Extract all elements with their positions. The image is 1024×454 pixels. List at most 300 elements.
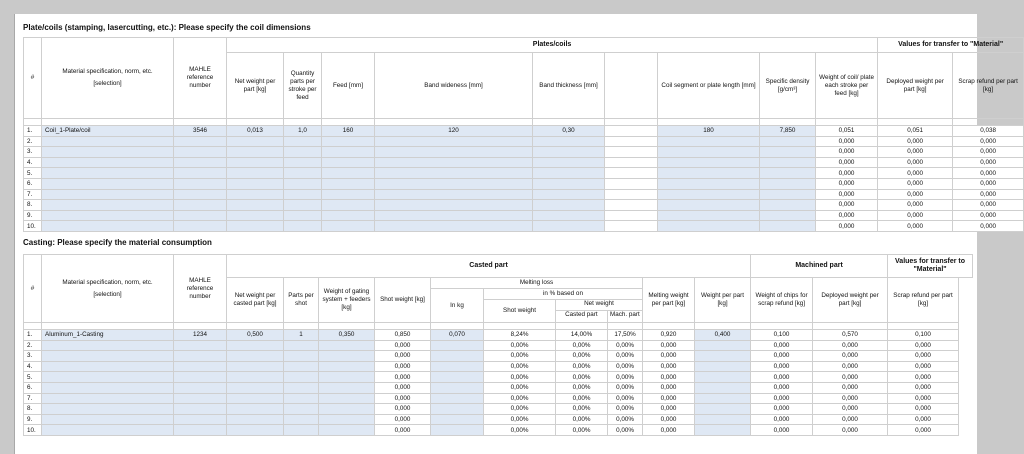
machined-weight-cell[interactable] (695, 361, 751, 372)
pct-mach-cell: 0,00% (608, 393, 643, 404)
qty-parts-cell[interactable]: 1,0 (284, 126, 322, 137)
gating-cell[interactable] (319, 393, 375, 404)
band-wideness-cell[interactable] (375, 178, 533, 189)
qty-parts-cell[interactable] (284, 168, 322, 179)
weight-coil-cell: 0,000 (816, 157, 878, 168)
row-number: 2. (24, 136, 42, 147)
machined-weight-cell[interactable] (695, 404, 751, 415)
scrap-cell: 0,000 (953, 168, 1024, 179)
mahle-ref-cell[interactable] (174, 200, 227, 211)
plates-col-qty-parts: Quantity parts per stroke per feed (284, 53, 322, 119)
pct-shot-cell: 0,00% (484, 351, 556, 362)
material-cell[interactable] (42, 221, 174, 232)
plates-col-index: # (24, 38, 42, 119)
chips-cell: 0,000 (751, 393, 813, 404)
density-cell[interactable] (760, 136, 816, 147)
net-weight-cell[interactable] (227, 351, 284, 362)
shot-weight-cell: 0,000 (375, 404, 431, 415)
material-cell[interactable] (42, 157, 174, 168)
qty-parts-cell[interactable] (284, 136, 322, 147)
feed-cell[interactable] (322, 189, 375, 200)
weight-coil-cell: 0,000 (816, 147, 878, 158)
material-cell[interactable] (42, 200, 174, 211)
row-number: 8. (24, 404, 42, 415)
melting-weight-cell: 0,000 (643, 382, 695, 393)
table-row (24, 126, 1024, 137)
density-cell[interactable] (760, 200, 816, 211)
band-thickness-cell[interactable] (533, 147, 605, 158)
casting-col-index: # (24, 255, 42, 323)
scrap-cell: 0,000 (888, 414, 959, 425)
row-number: 1. (24, 126, 42, 137)
mahle-ref-cell[interactable]: 3546 (174, 126, 227, 137)
mahle-ref-cell[interactable]: 1234 (174, 330, 227, 341)
table-row (24, 425, 973, 436)
casting-group-machined: Machined part (751, 255, 888, 278)
band-thickness-cell[interactable] (533, 210, 605, 221)
plates-col-blank (605, 53, 658, 119)
gating-cell[interactable] (319, 372, 375, 383)
melting-kg-cell[interactable] (431, 340, 484, 351)
deployed-cell: 0,000 (813, 393, 888, 404)
qty-parts-cell[interactable] (284, 221, 322, 232)
material-cell[interactable] (42, 393, 174, 404)
blank-cell (605, 200, 658, 211)
casting-col-material (42, 255, 174, 323)
band-thickness-cell[interactable] (533, 221, 605, 232)
material-cell[interactable] (42, 351, 174, 362)
chips-cell: 0,000 (751, 382, 813, 393)
gating-cell[interactable]: 0,350 (319, 330, 375, 341)
plates-table-body (24, 126, 1024, 232)
chips-cell: 0,100 (751, 330, 813, 341)
net-weight-cell[interactable] (227, 425, 284, 436)
deployed-cell: 0,051 (878, 126, 953, 137)
net-weight-cell[interactable]: 0,013 (227, 126, 284, 137)
scrap-cell: 0,000 (953, 210, 1024, 221)
parts-per-shot-cell[interactable] (284, 361, 319, 372)
mahle-ref-cell[interactable] (174, 382, 227, 393)
material-cell[interactable] (42, 340, 174, 351)
pct-casted-cell: 0,00% (556, 382, 608, 393)
table-row (24, 210, 1024, 221)
mahle-ref-cell[interactable] (174, 351, 227, 362)
material-cell[interactable] (42, 189, 174, 200)
band-wideness-cell[interactable] (375, 147, 533, 158)
material-cell[interactable] (42, 147, 174, 158)
plates-col-band-thickness: Band thickness [mm] (533, 53, 605, 119)
parts-per-shot-cell[interactable] (284, 404, 319, 415)
coil-segment-cell[interactable] (658, 136, 760, 147)
band-thickness-cell[interactable] (533, 168, 605, 179)
net-weight-cell[interactable] (227, 361, 284, 372)
pct-casted-cell: 0,00% (556, 393, 608, 404)
mahle-ref-cell[interactable] (174, 425, 227, 436)
density-cell[interactable] (760, 221, 816, 232)
material-cell[interactable] (42, 414, 174, 425)
mahle-ref-cell[interactable] (174, 210, 227, 221)
band-wideness-cell[interactable] (375, 157, 533, 168)
casting-col-parts-per-shot: Parts per shot (284, 278, 319, 323)
plates-transfer-header: Values for transfer to "Material" (878, 38, 1024, 53)
row-number: 2. (24, 340, 42, 351)
plates-group-header: Plates/coils (227, 38, 878, 53)
coil-segment-cell[interactable]: 180 (658, 126, 760, 137)
net-weight-cell[interactable]: 0,500 (227, 330, 284, 341)
melting-weight-cell: 0,000 (643, 425, 695, 436)
blank-cell (605, 136, 658, 147)
scrap-cell: 0,000 (953, 189, 1024, 200)
mahle-ref-cell[interactable] (174, 189, 227, 200)
coil-segment-cell[interactable] (658, 157, 760, 168)
row-number: 7. (24, 393, 42, 404)
casting-col-material-selection: [selection] (93, 290, 122, 298)
qty-parts-cell[interactable] (284, 147, 322, 158)
band-thickness-cell[interactable] (533, 157, 605, 168)
density-cell[interactable] (760, 189, 816, 200)
shot-weight-cell: 0,000 (375, 351, 431, 362)
melting-weight-cell: 0,000 (643, 340, 695, 351)
gating-cell[interactable] (319, 414, 375, 425)
melting-weight-cell: 0,000 (643, 351, 695, 362)
shot-weight-cell: 0,000 (375, 382, 431, 393)
feed-cell[interactable] (322, 157, 375, 168)
melting-kg-cell[interactable] (431, 361, 484, 372)
density-cell[interactable] (760, 178, 816, 189)
plates-col-band-wideness: Band wideness [mm] (375, 53, 533, 119)
mahle-ref-cell[interactable] (174, 361, 227, 372)
melting-weight-cell: 0,000 (643, 404, 695, 415)
pct-shot-cell: 0,00% (484, 404, 556, 415)
band-thickness-cell[interactable] (533, 136, 605, 147)
weight-coil-cell: 0,000 (816, 136, 878, 147)
deployed-cell: 0,000 (813, 372, 888, 383)
density-cell[interactable] (760, 210, 816, 221)
plates-col-material-label: Material specification, norm, etc. (62, 68, 153, 75)
table-row (24, 414, 973, 425)
material-cell[interactable] (42, 382, 174, 393)
mahle-ref-cell[interactable] (174, 414, 227, 425)
material-cell[interactable]: Coil_1-Plate/coil (42, 126, 174, 137)
feed-cell[interactable] (322, 168, 375, 179)
casting-col-chips: Weight of chips for scrap refund [kg] (751, 278, 813, 323)
melting-weight-cell: 0,000 (643, 393, 695, 404)
band-wideness-cell[interactable] (375, 136, 533, 147)
feed-cell[interactable] (322, 178, 375, 189)
deployed-cell: 0,000 (813, 382, 888, 393)
band-wideness-cell[interactable] (375, 221, 533, 232)
row-number: 9. (24, 414, 42, 425)
scrap-cell: 0,000 (888, 393, 959, 404)
plates-col-mahle-ref: MAHLE reference number (174, 38, 227, 119)
feed-cell[interactable] (322, 136, 375, 147)
deployed-cell: 0,000 (813, 404, 888, 415)
pct-mach-cell: 0,00% (608, 382, 643, 393)
casting-group-casted: Casted part (227, 255, 751, 278)
net-weight-cell[interactable] (227, 372, 284, 383)
band-wideness-cell[interactable] (375, 189, 533, 200)
chips-cell: 0,000 (751, 361, 813, 372)
band-thickness-cell[interactable] (533, 200, 605, 211)
shot-weight-cell: 0,000 (375, 340, 431, 351)
melting-kg-cell[interactable] (431, 382, 484, 393)
qty-parts-cell[interactable] (284, 200, 322, 211)
density-cell[interactable] (760, 168, 816, 179)
pct-casted-cell: 14,00% (556, 330, 608, 341)
melting-kg-cell[interactable] (431, 393, 484, 404)
shot-weight-cell: 0,000 (375, 425, 431, 436)
net-weight-cell[interactable] (227, 157, 284, 168)
scrap-cell: 0,000 (953, 178, 1024, 189)
feed-cell[interactable] (322, 147, 375, 158)
melting-kg-cell[interactable]: 0,070 (431, 330, 484, 341)
machined-weight-cell[interactable] (695, 372, 751, 383)
plates-col-scrap: Scrap refund per part [kg] (953, 53, 1024, 119)
melting-weight-cell: 0,000 (643, 414, 695, 425)
net-weight-cell[interactable] (227, 404, 284, 415)
coil-segment-cell[interactable] (658, 168, 760, 179)
casting-table (23, 254, 973, 436)
casting-col-weight: Weight per part [kg] (695, 278, 751, 323)
coil-segment-cell[interactable] (658, 189, 760, 200)
mahle-ref-cell[interactable] (174, 147, 227, 158)
band-wideness-cell[interactable] (375, 210, 533, 221)
band-wideness-cell[interactable] (375, 200, 533, 211)
plates-table (23, 37, 1024, 232)
material-cell[interactable] (42, 425, 174, 436)
melting-kg-cell[interactable] (431, 404, 484, 415)
coil-segment-cell[interactable] (658, 147, 760, 158)
qty-parts-cell[interactable] (284, 210, 322, 221)
machined-weight-cell[interactable] (695, 351, 751, 362)
gating-cell[interactable] (319, 361, 375, 372)
material-cell[interactable] (42, 361, 174, 372)
machined-weight-cell[interactable]: 0,400 (695, 330, 751, 341)
mahle-ref-cell[interactable] (174, 404, 227, 415)
melting-kg-cell[interactable] (431, 372, 484, 383)
net-weight-cell[interactable] (227, 340, 284, 351)
mahle-ref-cell[interactable] (174, 221, 227, 232)
scrap-cell: 0,000 (888, 425, 959, 436)
melting-weight-cell: 0,000 (643, 372, 695, 383)
scrap-cell: 0,000 (953, 200, 1024, 211)
density-cell[interactable] (760, 147, 816, 158)
table-row (24, 178, 1024, 189)
casting-col-material-label: Material specification, norm, etc. (62, 278, 153, 286)
blank-cell (605, 157, 658, 168)
gating-cell[interactable] (319, 425, 375, 436)
net-weight-cell[interactable] (227, 382, 284, 393)
row-number: 3. (24, 147, 42, 158)
machined-weight-cell[interactable] (695, 425, 751, 436)
coil-segment-cell[interactable] (658, 200, 760, 211)
shot-weight-cell: 0,000 (375, 361, 431, 372)
pct-casted-cell: 0,00% (556, 414, 608, 425)
table-row (24, 361, 973, 372)
pct-shot-cell: 0,00% (484, 340, 556, 351)
qty-parts-cell[interactable] (284, 189, 322, 200)
plates-section-title: Plate/coils (stamping, lasercutting, etc.): Please specify the coil dimensions (23, 23, 311, 32)
chips-cell: 0,000 (751, 372, 813, 383)
band-thickness-cell[interactable]: 0,30 (533, 126, 605, 137)
deployed-cell: 0,000 (878, 157, 953, 168)
qty-parts-cell[interactable] (284, 178, 322, 189)
plates-col-net-weight: Net weight per part [kg] (227, 53, 284, 119)
table-row (24, 189, 1024, 200)
melting-kg-cell[interactable] (431, 425, 484, 436)
melting-kg-cell[interactable] (431, 414, 484, 425)
coil-segment-cell[interactable] (658, 178, 760, 189)
blank-cell (605, 147, 658, 158)
mahle-ref-cell[interactable] (174, 372, 227, 383)
casting-col-pct-mach: Mach. part (610, 311, 640, 318)
spreadsheet-sheet (14, 14, 1018, 454)
pct-mach-cell: 0,00% (608, 372, 643, 383)
material-cell[interactable] (42, 210, 174, 221)
net-weight-cell[interactable] (227, 200, 284, 211)
chips-cell: 0,000 (751, 425, 813, 436)
mahle-ref-cell[interactable] (174, 178, 227, 189)
chips-cell: 0,000 (751, 340, 813, 351)
band-thickness-cell[interactable] (533, 189, 605, 200)
shot-weight-cell: 0,000 (375, 393, 431, 404)
casting-transfer-header: Values for transfer to "Material" (888, 255, 973, 278)
band-thickness-cell[interactable] (533, 178, 605, 189)
feed-cell[interactable] (322, 210, 375, 221)
weight-coil-cell: 0,000 (816, 189, 878, 200)
parts-per-shot-cell[interactable] (284, 382, 319, 393)
blank-cell (605, 221, 658, 232)
feed-cell[interactable] (322, 221, 375, 232)
parts-per-shot-cell[interactable]: 1 (284, 330, 319, 341)
machined-weight-cell[interactable] (695, 382, 751, 393)
gating-cell[interactable] (319, 340, 375, 351)
casting-col-pct-shot: Shot weight (484, 300, 556, 323)
weight-coil-cell: 0,000 (816, 200, 878, 211)
weight-coil-cell: 0,000 (816, 178, 878, 189)
material-cell[interactable] (42, 168, 174, 179)
pct-shot-cell: 0,00% (484, 382, 556, 393)
chips-cell: 0,000 (751, 351, 813, 362)
machined-weight-cell[interactable] (695, 414, 751, 425)
material-cell[interactable] (42, 372, 174, 383)
pct-shot-cell: 8,24% (484, 330, 556, 341)
pct-shot-cell: 0,00% (484, 393, 556, 404)
feed-cell[interactable]: 160 (322, 126, 375, 137)
row-number: 10. (24, 425, 42, 436)
net-weight-cell[interactable] (227, 221, 284, 232)
gating-cell[interactable] (319, 382, 375, 393)
casting-table-body (24, 330, 973, 436)
weight-coil-cell: 0,051 (816, 126, 878, 137)
pct-mach-cell: 0,00% (608, 340, 643, 351)
weight-coil-cell: 0,000 (816, 210, 878, 221)
plates-col-density: Specific density [g/cm³] (760, 53, 816, 119)
deployed-cell: 0,570 (813, 330, 888, 341)
parts-per-shot-cell[interactable] (284, 393, 319, 404)
melting-kg-cell[interactable] (431, 351, 484, 362)
coil-segment-cell[interactable] (658, 221, 760, 232)
casting-col-net-weight: Net weight per casted part [kg] (227, 278, 284, 323)
row-number: 3. (24, 351, 42, 362)
density-cell[interactable]: 7,850 (760, 126, 816, 137)
feed-cell[interactable] (322, 200, 375, 211)
row-number: 10. (24, 221, 42, 232)
casting-col-melting-loss: Melting loss (431, 278, 643, 289)
machined-weight-cell[interactable] (695, 340, 751, 351)
table-row (24, 382, 973, 393)
table-row (24, 221, 1024, 232)
parts-per-shot-cell[interactable] (284, 351, 319, 362)
net-weight-cell[interactable] (227, 168, 284, 179)
mahle-ref-cell[interactable] (174, 168, 227, 179)
pct-mach-cell: 0,00% (608, 361, 643, 372)
material-cell[interactable] (42, 136, 174, 147)
net-weight-cell[interactable] (227, 136, 284, 147)
deployed-cell: 0,000 (878, 210, 953, 221)
mahle-ref-cell[interactable] (174, 157, 227, 168)
material-cell[interactable] (42, 178, 174, 189)
casting-col-net-weight-pct (556, 300, 643, 323)
casting-col-net-weight-pct-label: Net weight (556, 300, 642, 311)
parts-per-shot-cell[interactable] (284, 372, 319, 383)
pct-shot-cell: 0,00% (484, 372, 556, 383)
deployed-cell: 0,000 (878, 200, 953, 211)
gating-cell[interactable] (319, 351, 375, 362)
net-weight-cell[interactable] (227, 414, 284, 425)
net-weight-cell[interactable] (227, 189, 284, 200)
net-weight-cell[interactable] (227, 393, 284, 404)
blank-cell (605, 178, 658, 189)
band-wideness-cell[interactable] (375, 168, 533, 179)
scrap-cell: 0,000 (953, 147, 1024, 158)
mahle-ref-cell[interactable] (174, 340, 227, 351)
scrap-cell: 0,000 (888, 351, 959, 362)
material-cell[interactable] (42, 404, 174, 415)
parts-per-shot-cell[interactable] (284, 340, 319, 351)
mahle-ref-cell[interactable] (174, 393, 227, 404)
pct-casted-cell: 0,00% (556, 351, 608, 362)
table-row (24, 340, 973, 351)
density-cell[interactable] (760, 157, 816, 168)
parts-per-shot-cell[interactable] (284, 425, 319, 436)
machined-weight-cell[interactable] (695, 393, 751, 404)
pct-casted-cell: 0,00% (556, 372, 608, 383)
row-number: 6. (24, 382, 42, 393)
net-weight-cell[interactable] (227, 147, 284, 158)
deployed-cell: 0,000 (878, 221, 953, 232)
row-number: 4. (24, 361, 42, 372)
band-wideness-cell[interactable]: 120 (375, 126, 533, 137)
coil-segment-cell[interactable] (658, 210, 760, 221)
scrap-cell: 0,100 (888, 330, 959, 341)
mahle-ref-cell[interactable] (174, 136, 227, 147)
row-number: 5. (24, 372, 42, 383)
pct-casted-cell: 0,00% (556, 404, 608, 415)
net-weight-cell[interactable] (227, 178, 284, 189)
row-number: 7. (24, 189, 42, 200)
table-row (24, 136, 1024, 147)
gating-cell[interactable] (319, 404, 375, 415)
parts-per-shot-cell[interactable] (284, 414, 319, 425)
shot-weight-cell: 0,850 (375, 330, 431, 341)
pct-mach-cell: 0,00% (608, 414, 643, 425)
row-number: 9. (24, 210, 42, 221)
net-weight-cell[interactable] (227, 210, 284, 221)
melting-weight-cell: 0,000 (643, 361, 695, 372)
qty-parts-cell[interactable] (284, 157, 322, 168)
material-cell[interactable]: Aluminum_1-Casting (42, 330, 174, 341)
